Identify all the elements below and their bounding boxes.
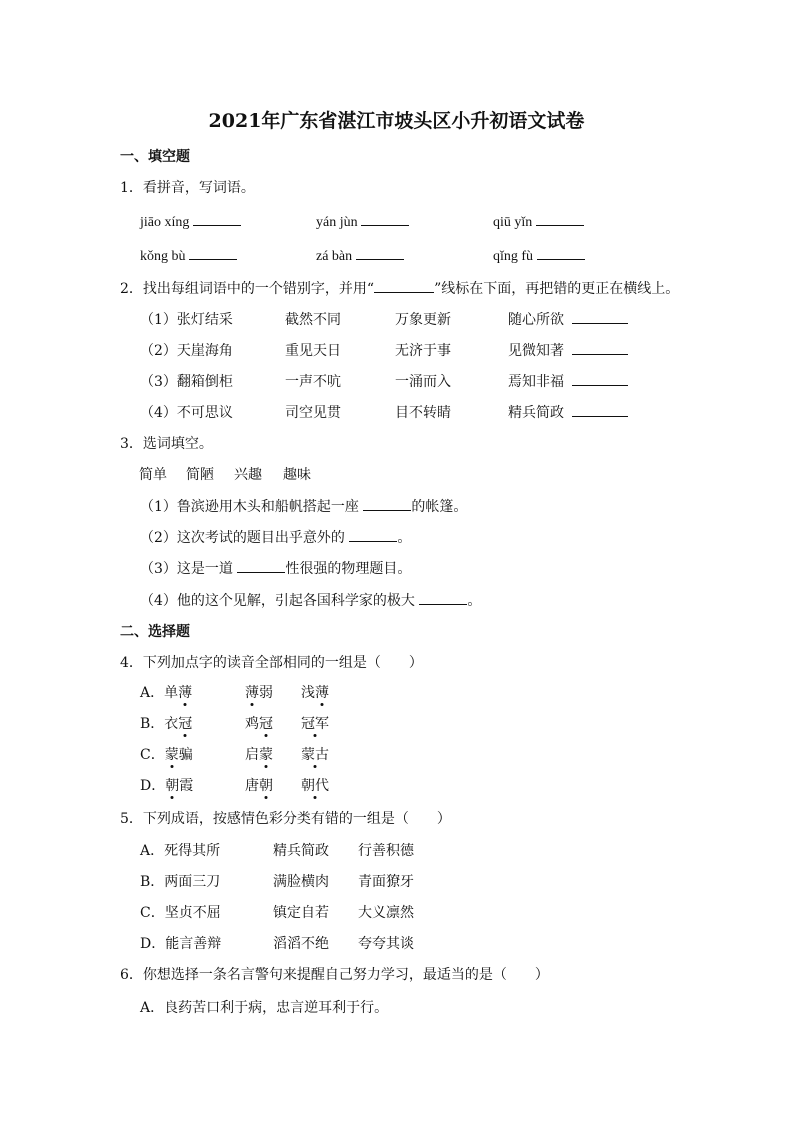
q4-option-d[interactable]: D．朝霞 唐朝 朝代 <box>140 778 329 794</box>
question-6-stem: 6．你想选择一条名言警句来提醒自己努力学习，最适当的是（ ） <box>120 967 549 983</box>
answer-blank[interactable] <box>363 496 411 511</box>
question-1-stem: 1．看拼音，写词语。 <box>120 180 255 196</box>
q6-option-a[interactable]: A．良药苦口利于病，忠言逆耳利于行。 <box>140 1000 389 1016</box>
question-5-stem: 5．下列成语，按感情色彩分类有错的一组是（ ） <box>120 811 451 827</box>
question-3-stem: 3．选词填空。 <box>120 436 213 452</box>
answer-blank[interactable] <box>572 309 628 324</box>
word: 重见天日 <box>285 343 341 359</box>
word: 司空见贯 <box>285 405 341 421</box>
answer-blank[interactable] <box>572 402 628 417</box>
word: 精兵简政 <box>508 405 564 421</box>
word: 无济于事 <box>395 343 451 359</box>
q3-item-1: （1）鲁滨逊用木头和船帆搭起一座 的帐篷。 <box>140 496 467 516</box>
word: （2）天崖海角 <box>140 343 233 359</box>
answer-blank[interactable] <box>193 211 241 226</box>
word-bank-item: 兴趣 <box>234 467 262 483</box>
word: 一声不吭 <box>285 374 341 390</box>
pinyin-item-2: yán jùn <box>316 211 409 231</box>
answer-blank[interactable] <box>572 371 628 386</box>
q3-item-2: （2）这次考试的题目出乎意外的 。 <box>140 527 411 547</box>
pinyin-item-4: kǒng bù <box>140 245 237 265</box>
word: （4）不可思议 <box>140 405 233 421</box>
answer-blank[interactable] <box>356 245 404 260</box>
answer-blank[interactable] <box>237 558 285 573</box>
word: （1）张灯结采 <box>140 312 233 328</box>
answer-blank[interactable] <box>189 245 237 260</box>
section-heading-choice: 二、选择题 <box>120 624 190 640</box>
word: 一涌而入 <box>395 374 451 390</box>
word-bank-item: 简陋 <box>186 467 214 483</box>
word: 目不转睛 <box>395 405 451 421</box>
word: （3）翻箱倒柜 <box>140 374 233 390</box>
word-bank-item: 简单 <box>139 467 167 483</box>
word: 随心所欲 <box>508 312 564 328</box>
exam-title: 2021年广东省湛江市坡头区小升初语文试卷 <box>208 110 585 132</box>
q4-option-c[interactable]: C．蒙骗 启蒙 蒙古 <box>140 747 329 763</box>
word: 见微知著 <box>508 343 564 359</box>
pinyin-item-5: zá bàn <box>316 245 404 265</box>
word-bank-item: 趣味 <box>283 467 311 483</box>
section-heading-fill-in: 一、填空题 <box>120 149 190 165</box>
answer-blank[interactable] <box>419 590 467 605</box>
q3-item-3: （3）这是一道 性很强的物理题目。 <box>140 558 411 578</box>
q4-option-a[interactable]: A．单薄 薄弱 浅薄 <box>140 685 329 701</box>
question-2-stem: 2．找出每组词语中的一个错别字，并用“ ”线标在下面，再把错的更正在横线上。 <box>120 278 679 298</box>
pinyin-item-3: qiū yǐn <box>493 211 584 231</box>
answer-blank[interactable] <box>349 527 397 542</box>
underline-sample <box>374 278 434 293</box>
answer-blank[interactable] <box>572 340 628 355</box>
word: 截然不同 <box>285 312 341 328</box>
word: 万象更新 <box>395 312 451 328</box>
q4-option-b[interactable]: B．衣冠 鸡冠 冠军 <box>140 716 329 732</box>
pinyin-item-6: qǐng fù <box>493 245 585 265</box>
answer-blank[interactable] <box>536 211 584 226</box>
answer-blank[interactable] <box>361 211 409 226</box>
word: 焉知非福 <box>508 374 564 390</box>
pinyin-item-1: jiāo xíng <box>140 211 241 231</box>
answer-blank[interactable] <box>537 245 585 260</box>
question-4-stem: 4．下列加点字的读音全部相同的一组是（ ） <box>120 655 423 671</box>
q3-item-4: （4）他的这个见解，引起各国科学家的极大 。 <box>140 590 481 610</box>
